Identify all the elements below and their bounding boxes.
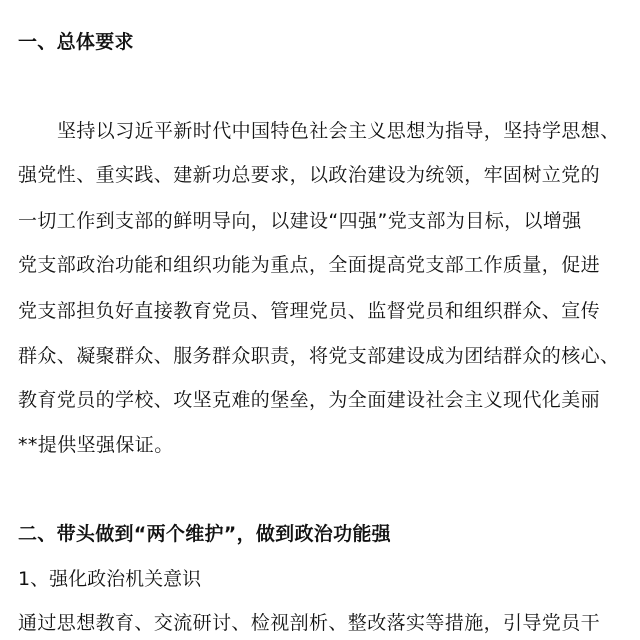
section-1-paragraph-line: 坚持以习近平新时代中国特色社会主义思想为指导，坚持学思想、 xyxy=(57,120,620,142)
section-1-paragraph-line: 教育党员的学校、攻坚克难的堡垒，为全面建设社会主义现代化美丽 xyxy=(18,389,601,411)
section-2-paragraph-line: 通过思想教育、交流研讨、检视剖析、整改落实等措施，引导党员干 xyxy=(18,612,601,634)
section-1-paragraph-line: 党支部政治功能和组织功能为重点，全面提高党支部工作质量，促进 xyxy=(18,254,601,276)
section-1-paragraph-line: 强党性、重实践、建新功总要求，以政治建设为统领，牢固树立党的 xyxy=(18,164,601,186)
section-1-paragraph-line: **提供坚强保证。 xyxy=(18,434,174,456)
section-1-paragraph-line: 一切工作到支部的鲜明导向，以建设“四强”党支部为目标，以增强 xyxy=(18,210,582,232)
section-2-heading: 二、带头做到“两个维护”，做到政治功能强 xyxy=(18,523,391,545)
section-1-paragraph-line: 群众、凝聚群众、服务群众职责，将党支部建设成为团结群众的核心、 xyxy=(18,345,620,367)
section-1-heading: 一、总体要求 xyxy=(18,31,134,53)
section-2-subheading: 1、强化政治机关意识 xyxy=(18,568,202,590)
section-1-paragraph-line: 党支部担负好直接教育党员、管理党员、监督党员和组织群众、宣传 xyxy=(18,300,601,322)
